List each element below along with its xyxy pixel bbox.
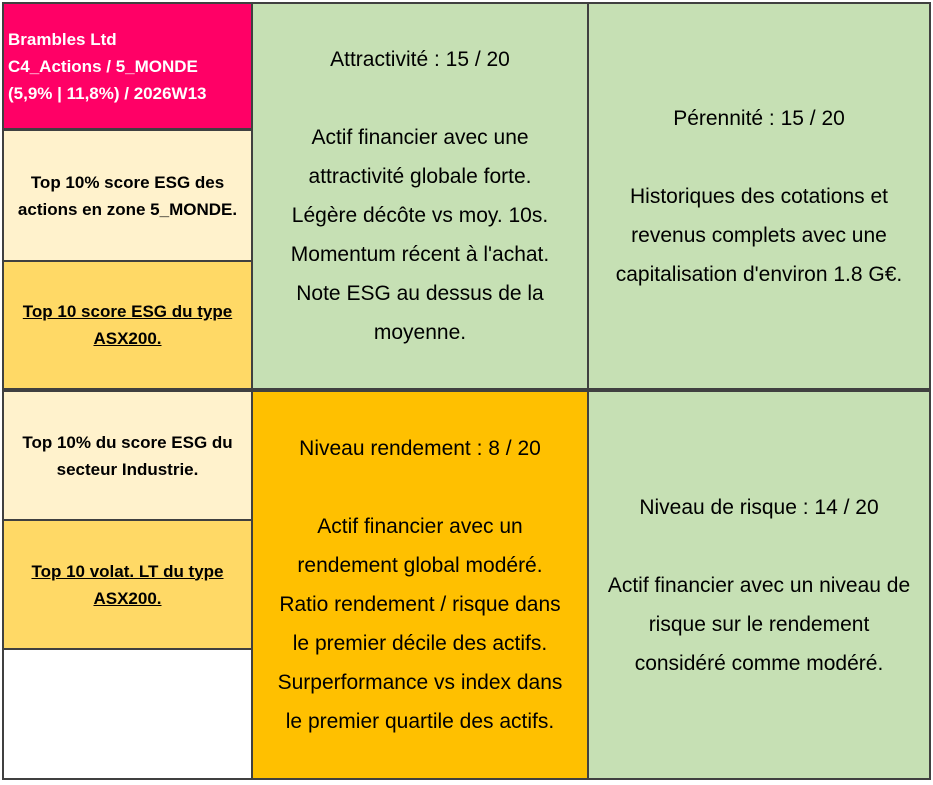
- badge-esg-sector: [2, 390, 253, 521]
- attractivite-line: Note ESG au dessus de la: [296, 282, 544, 305]
- attractivite-line: moyenne.: [373, 321, 467, 344]
- rendement-title: Niveau rendement : 8 / 20: [299, 437, 541, 460]
- badge-text-line: actions en zone 5_MONDE.: [17, 199, 238, 219]
- badge-text-line: Top 10 volat. LT du type: [31, 561, 224, 581]
- rendement-cell: [251, 390, 589, 780]
- perennite-line: revenus complets avec une: [631, 223, 887, 247]
- badge-text-line: secteur Industrie.: [56, 459, 199, 479]
- perennite-title: Pérennité : 15 / 20: [673, 106, 845, 130]
- rendement-line: Ratio rendement / risque dans: [279, 593, 561, 616]
- attractivite-title: Attractivité : 15 / 20: [330, 48, 510, 71]
- portfolio-name: C4_Actions / 5_MONDE: [8, 56, 198, 76]
- badge-text-line: ASX200.: [93, 329, 162, 348]
- badge-text-line: Top 10% du score ESG du: [22, 432, 233, 452]
- header-cell: [2, 2, 253, 130]
- company-name: Brambles Ltd: [8, 29, 117, 49]
- badge-text-line: Top 10% score ESG des: [30, 172, 225, 192]
- rendement-line: rendement global modéré.: [297, 554, 543, 577]
- badge-volatility-type: [2, 519, 253, 650]
- risque-title: Niveau de risque : 14 / 20: [639, 495, 879, 519]
- rendement-line: Surperformance vs index dans: [277, 671, 563, 694]
- attractivite-line: Légère décôte vs moy. 10s.: [291, 204, 549, 227]
- risque-line: considéré comme modéré.: [634, 651, 884, 675]
- badge-text-line: ASX200.: [93, 588, 162, 608]
- rendement-line: le premier décile des actifs.: [292, 632, 548, 655]
- badge-text-line: Top 10 score ESG du type: [22, 302, 233, 321]
- empty-cell: [2, 648, 253, 780]
- attractivite-line: Momentum récent à l'achat.: [290, 243, 550, 266]
- risque-line: risque sur le rendement: [648, 612, 870, 636]
- risque-cell: [587, 390, 931, 780]
- attractivite-line: Actif financier avec une: [311, 126, 529, 149]
- badge-esg-type: [2, 260, 253, 390]
- perennite-line: capitalisation d'environ 1.8 G€.: [615, 262, 903, 286]
- rendement-line: le premier quartile des actifs.: [285, 710, 555, 733]
- attractivite-cell: [251, 2, 589, 390]
- portfolio-params: (5,9% | 11,8%) / 2026W13: [8, 83, 207, 103]
- badge-esg-zone: [2, 129, 253, 262]
- attractivite-line: attractivité globale forte.: [308, 165, 532, 188]
- rendement-line: Actif financier avec un: [317, 515, 523, 538]
- perennite-cell: [587, 2, 931, 390]
- risque-line: Actif financier avec un niveau de: [607, 573, 911, 597]
- perennite-line: Historiques des cotations et: [630, 184, 888, 208]
